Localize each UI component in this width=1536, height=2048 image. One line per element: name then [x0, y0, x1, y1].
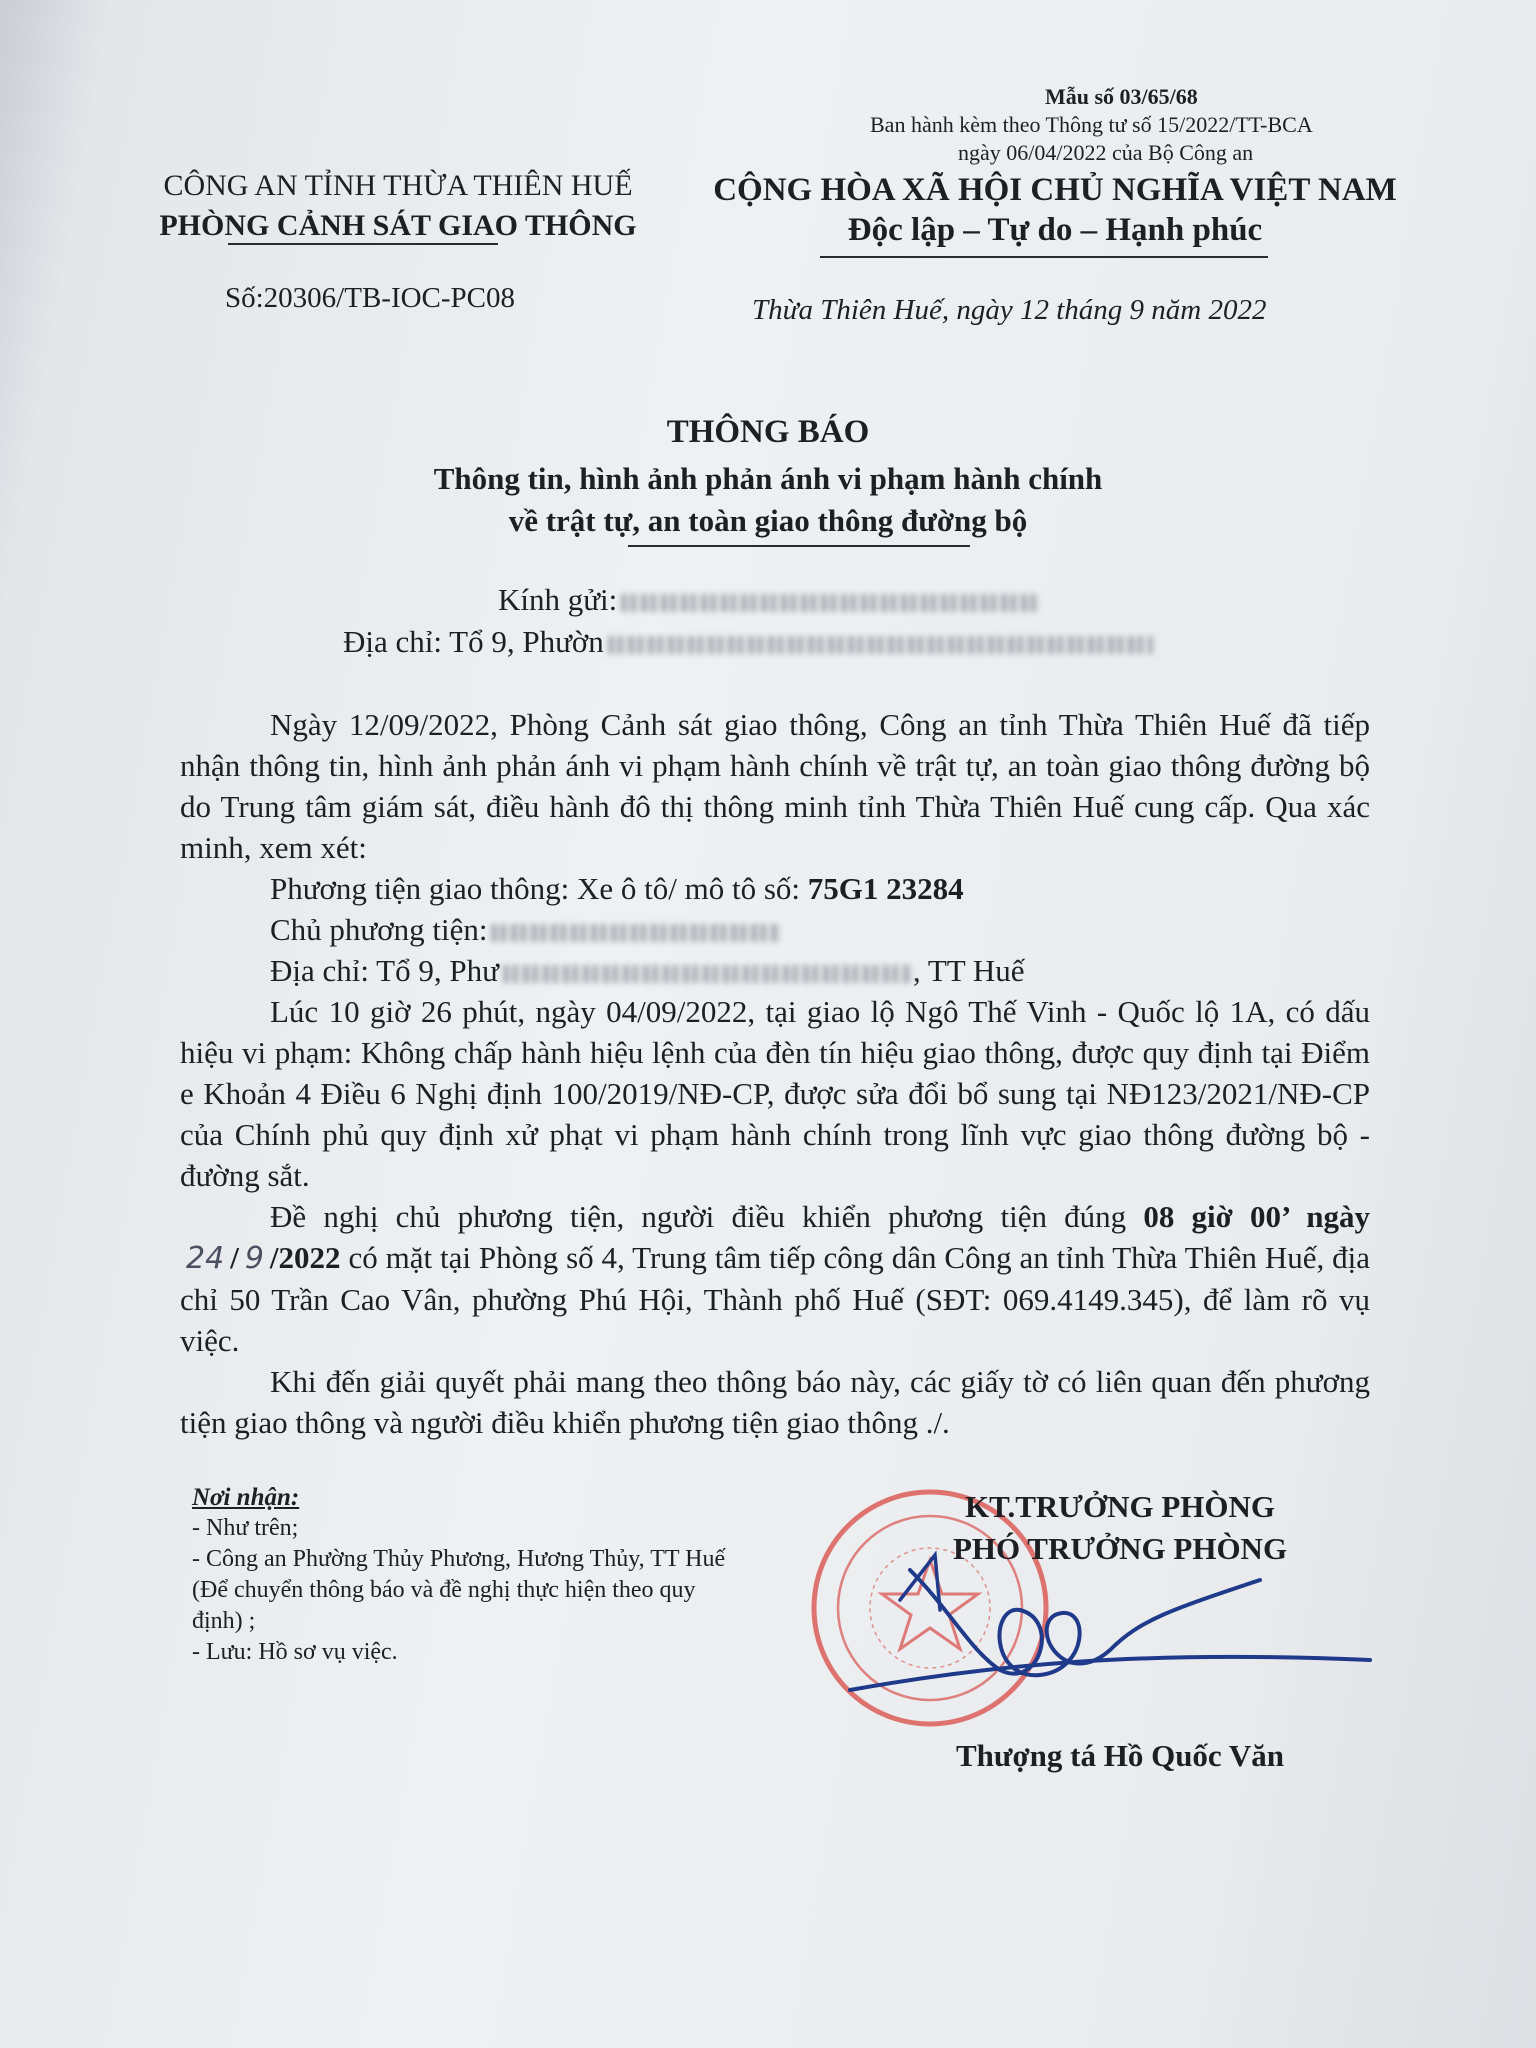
body-paragraph-summons	[180, 1196, 1370, 1361]
document-subtitle	[0, 458, 1536, 542]
form-issued-date: ngày 06/04/2022 của Bộ Công an	[958, 140, 1254, 165]
summons-time: 08 giờ 00’ ngày	[1143, 1199, 1370, 1234]
subtitle-line1: Thông tin, hình ảnh phản ánh vi phạm hành chính	[433, 461, 1103, 496]
summons-start: Đề nghị chủ phương tiện, người điều khiển phương tiện đúng	[270, 1199, 1144, 1234]
recipients-heading: Nơi nhận:	[192, 1484, 300, 1511]
body-paragraph-violation: Lúc 10 giờ 26 phút, ngày 04/09/2022, tại giao lộ Ngô Thế Vinh - Quốc lộ 1A, có dấu hiệu vi phạm: Không chấp hành hiệu lệnh của đèn tín hiệu giao thông, được quy định tại Điểm e Khoản 4 Điều 6 Nghị định 100/2019/NĐ-CP, được sửa đổi bổ sung tại NĐ123/2021/NĐ-CP của Chính phủ quy định xử phạt vi phạm hành chính trong lĩnh vực giao thông đường bộ - đường sắt.	[180, 994, 1370, 1193]
signature-title-line2: PHÓ TRƯỞNG PHÒNG	[952, 1531, 1288, 1566]
owner-address-end: , TT Huế	[912, 953, 1025, 988]
owner-line	[180, 909, 1370, 950]
owner-address-line	[180, 950, 1370, 991]
vehicle-plate: 75G1 23284	[807, 871, 964, 906]
recipient-label: Kính gửi:	[498, 582, 618, 617]
subtitle-line2: về trật tự, an toàn giao thông đường bộ	[508, 503, 1028, 538]
place-date: Thừa Thiên Huế, ngày 12 tháng 9 năm 2022	[752, 294, 1267, 326]
vehicle-label: Phương tiện giao thông: Xe ô tô/ mô tô số:	[270, 871, 808, 906]
handwritten-signature	[840, 1540, 1380, 1720]
issuer-line2: PHÒNG CẢNH SÁT GIAO THÔNG	[159, 209, 637, 242]
national-motto-line1: CỘNG HÒA XÃ HỘI CHỦ NGHĨA VIỆT NAM	[713, 172, 1397, 208]
issuer-line1: CÔNG AN TỈNH THỪA THIÊN HUẾ	[163, 169, 633, 202]
issuer-header	[118, 166, 678, 246]
signature-title-line1: KT.TRƯỞNG PHÒNG	[965, 1489, 1275, 1524]
recipients-block	[192, 1482, 752, 1668]
form-number: Mẫu số 03/65/68	[1045, 84, 1198, 109]
recipient-item: - Lưu: Hồ sơ vụ việc.	[192, 1639, 398, 1665]
vehicle-line	[180, 868, 1370, 909]
handwritten-day: 24	[186, 1241, 225, 1276]
body-paragraph-closing: Khi đến giải quyết phải mang theo thông báo này, các giấy tờ có liên quan đến phương tiện giao thông và người điều khiển phương tiện giao thông ./.	[180, 1364, 1370, 1440]
title-underline	[628, 545, 970, 547]
redacted-name	[621, 594, 1041, 612]
document-number: Số:20306/TB-IOC-PC08	[225, 282, 516, 314]
signer-name: Thượng tá Hồ Quốc Văn	[955, 1738, 1285, 1773]
body-paragraph-intro: Ngày 12/09/2022, Phòng Cảnh sát giao thông, Công an tỉnh Thừa Thiên Huế đã tiếp nhận thông tin, hình ảnh phản ánh vi phạm hành chính về trật tự, an toàn giao thông đường bộ do Trung tâm giám sát, điều hành đô thị thông minh tỉnh Thừa Thiên Huế cung cấp. Qua xác minh, xem xét:	[180, 707, 1370, 865]
document-body	[180, 704, 1370, 1443]
recipient-line	[498, 582, 1041, 618]
recipient-address-line	[343, 624, 1153, 660]
summons-year: /2022	[269, 1240, 341, 1275]
issuer-underline	[228, 243, 498, 245]
redacted-address	[608, 636, 1153, 654]
document-title: THÔNG BÁO	[666, 414, 870, 450]
national-header	[690, 170, 1420, 250]
recipient-item: - Công an Phường Thủy Phương, Hương Thủy, TT Huế (Để chuyển thông báo và đề nghị thực hiện theo quy định) ;	[192, 1546, 726, 1634]
summons-rest: có mặt tại Phòng số 4, Trung tâm tiếp công dân Công an tỉnh Thừa Thiên Huế, địa chỉ 50 Trần Cao Vân, phường Phú Hội, Thành phố Huế (SĐT: 069.4149.345), để làm rõ vụ việc.	[180, 1240, 1370, 1358]
redacted-owner	[491, 924, 781, 942]
owner-label: Chủ phương tiện:	[270, 912, 488, 947]
form-issued-by: Ban hành kèm theo Thông tư số 15/2022/TT-BCA	[870, 112, 1313, 137]
national-underline	[820, 256, 1268, 258]
redacted-owner-address	[503, 965, 913, 983]
recipient-address-label: Địa chỉ: Tổ 9, Phườn	[343, 624, 604, 659]
recipient-item: - Như trên;	[192, 1515, 299, 1541]
national-motto-line2: Độc lập – Tự do – Hạnh phúc	[847, 212, 1263, 248]
owner-address-start: Địa chỉ: Tổ 9, Phư	[270, 953, 499, 988]
date-separator: /	[230, 1240, 239, 1275]
handwritten-month: 9	[244, 1241, 264, 1276]
